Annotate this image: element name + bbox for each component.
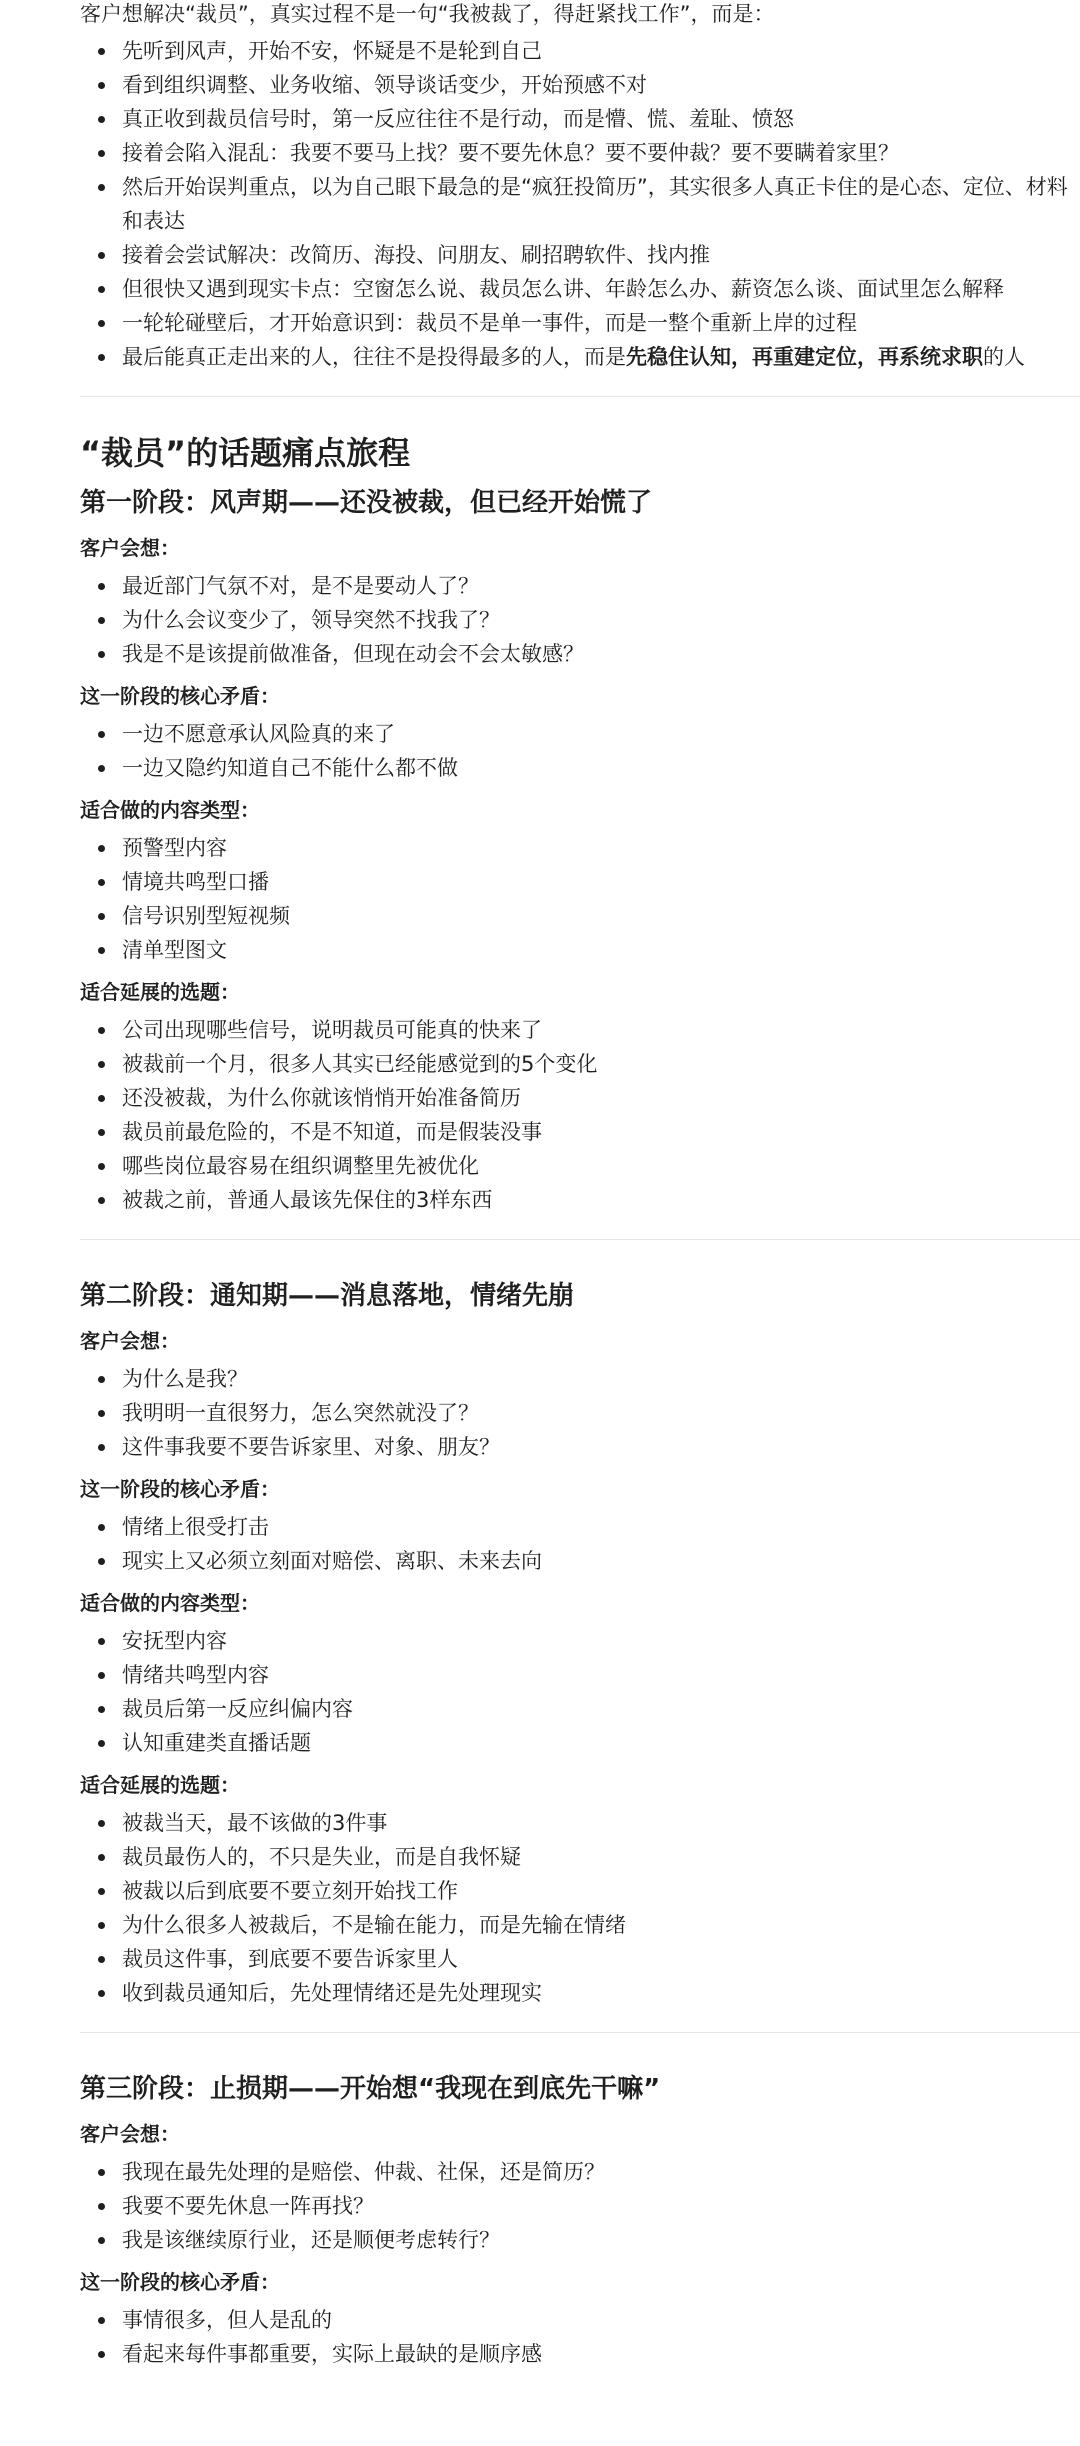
list-item: 先听到风声，开始不安，怀疑是不是轮到自己	[122, 34, 1080, 68]
list-item: 最近部门气氛不对，是不是要动人了？	[122, 569, 1080, 603]
list-item: 认知重建类直播话题	[122, 1726, 1080, 1760]
list-item: 公司出现哪些信号，说明裁员可能真的快来了	[122, 1013, 1080, 1047]
list-item: 然后开始误判重点，以为自己眼下最急的是“疯狂投简历”，其实很多人真正卡住的是心态、定位、材料和表达	[122, 170, 1080, 238]
final-suffix: 的人	[983, 345, 1025, 369]
list-item: 真正收到裁员信号时，第一反应往往不是行动，而是懵、慌、羞耻、愤怒	[122, 102, 1080, 136]
intro-list	[80, 34, 1080, 374]
section-divider	[80, 396, 1080, 397]
list-item: 我是该继续原行业，还是顺便考虑转行？	[122, 2223, 1080, 2257]
list-item: 被裁当天，最不该做的3件事	[122, 1806, 1080, 1840]
stage-3-thoughts	[80, 2155, 1080, 2257]
list-item: 信号识别型短视频	[122, 899, 1080, 933]
final-emphasis: 先稳住认知，再重建定位，再系统求职	[626, 345, 983, 369]
list-item: 看起来每件事都重要，实际上最缺的是顺序感	[122, 2337, 1080, 2371]
list-item: 哪些岗位最容易在组织调整里先被优化	[122, 1149, 1080, 1183]
list-item: 我现在最先处理的是赔偿、仲裁、社保，还是简历？	[122, 2155, 1080, 2189]
conflict-label: 这一阶段的核心矛盾：	[80, 1477, 280, 1501]
list-item: 我要不要先休息一阵再找？	[122, 2189, 1080, 2223]
stage-1-title: 第一阶段：风声期——还没被裁，但已经开始慌了	[80, 488, 653, 518]
stage-2-title: 第二阶段：通知期——消息落地，情绪先崩	[80, 1281, 575, 1311]
stage-1-conflict	[80, 717, 1080, 785]
stage-3-conflict	[80, 2303, 1080, 2371]
list-item-final	[122, 340, 1080, 374]
list-item: 收到裁员通知后，先处理情绪还是先处理现实	[122, 1976, 1080, 2010]
list-item: 裁员这件事，到底要不要告诉家里人	[122, 1942, 1080, 1976]
stage-1-thoughts	[80, 569, 1080, 671]
stage-2-topics	[80, 1806, 1080, 2010]
section-title: “裁员”的话题痛点旅程	[80, 434, 411, 472]
list-item: 被裁前一个月，很多人其实已经能感觉到的5个变化	[122, 1047, 1080, 1081]
list-item: 现实上又必须立刻面对赔偿、离职、未来去向	[122, 1544, 1080, 1578]
list-item: 还没被裁，为什么你就该悄悄开始准备简历	[122, 1081, 1080, 1115]
stage-2-conflict	[80, 1510, 1080, 1578]
list-item: 这件事我要不要告诉家里、对象、朋友？	[122, 1430, 1080, 1464]
list-item: 我是不是该提前做准备，但现在动会不会太敏感？	[122, 637, 1080, 671]
list-item: 清单型图文	[122, 933, 1080, 967]
final-prefix: 最后能真正走出来的人，往往不是投得最多的人，而是	[122, 345, 626, 369]
list-item: 一边不愿意承认风险真的来了	[122, 717, 1080, 751]
list-item: 情绪共鸣型内容	[122, 1658, 1080, 1692]
list-item: 我明明一直很努力，怎么突然就没了？	[122, 1396, 1080, 1430]
list-item: 预警型内容	[122, 831, 1080, 865]
thoughts-label: 客户会想：	[80, 2122, 180, 2146]
list-item: 情绪上很受打击	[122, 1510, 1080, 1544]
list-item: 裁员前最危险的，不是不知道，而是假装没事	[122, 1115, 1080, 1149]
stage-1-topics	[80, 1013, 1080, 1217]
list-item: 一边又隐约知道自己不能什么都不做	[122, 751, 1080, 785]
conflict-label: 这一阶段的核心矛盾：	[80, 684, 280, 708]
conflict-label: 这一阶段的核心矛盾：	[80, 2270, 280, 2294]
thoughts-label: 客户会想：	[80, 1329, 180, 1353]
list-item: 但很快又遇到现实卡点：空窗怎么说、裁员怎么讲、年龄怎么办、薪资怎么谈、面试里怎么解释	[122, 272, 1080, 306]
topics-label: 适合延展的选题：	[80, 980, 240, 1004]
section-divider	[80, 1239, 1080, 1240]
list-item: 一轮轮碰壁后，才开始意识到：裁员不是单一事件，而是一整个重新上岸的过程	[122, 306, 1080, 340]
list-item: 被裁以后到底要不要立刻开始找工作	[122, 1874, 1080, 1908]
content-types-label: 适合做的内容类型：	[80, 798, 260, 822]
list-item: 接着会陷入混乱：我要不要马上找？要不要先休息？要不要仲裁？要不要瞒着家里？	[122, 136, 1080, 170]
list-item: 裁员最伤人的，不只是失业，而是自我怀疑	[122, 1840, 1080, 1874]
stage-2-content-types	[80, 1624, 1080, 1760]
list-item: 为什么是我？	[122, 1362, 1080, 1396]
stage-3-title: 第三阶段：止损期——开始想“我现在到底先干嘛”	[80, 2074, 661, 2104]
intro-text: 客户想解决“裁员”，真实过程不是一句“我被裁了，得赶紧找工作”，而是：	[80, 2, 775, 26]
section-divider	[80, 2032, 1080, 2033]
list-item: 事情很多，但人是乱的	[122, 2303, 1080, 2337]
list-item: 裁员后第一反应纠偏内容	[122, 1692, 1080, 1726]
stage-1-content-types	[80, 831, 1080, 967]
content-types-label: 适合做的内容类型：	[80, 1591, 260, 1615]
list-item: 安抚型内容	[122, 1624, 1080, 1658]
thoughts-label: 客户会想：	[80, 536, 180, 560]
list-item: 为什么会议变少了，领导突然不找我了？	[122, 603, 1080, 637]
list-item: 被裁之前，普通人最该先保住的3样东西	[122, 1183, 1080, 1217]
list-item: 接着会尝试解决：改简历、海投、问朋友、刷招聘软件、找内推	[122, 238, 1080, 272]
list-item: 情境共鸣型口播	[122, 865, 1080, 899]
topics-label: 适合延展的选题：	[80, 1773, 240, 1797]
stage-2-thoughts	[80, 1362, 1080, 1464]
list-item: 看到组织调整、业务收缩、领导谈话变少，开始预感不对	[122, 68, 1080, 102]
list-item: 为什么很多人被裁后，不是输在能力，而是先输在情绪	[122, 1908, 1080, 1942]
